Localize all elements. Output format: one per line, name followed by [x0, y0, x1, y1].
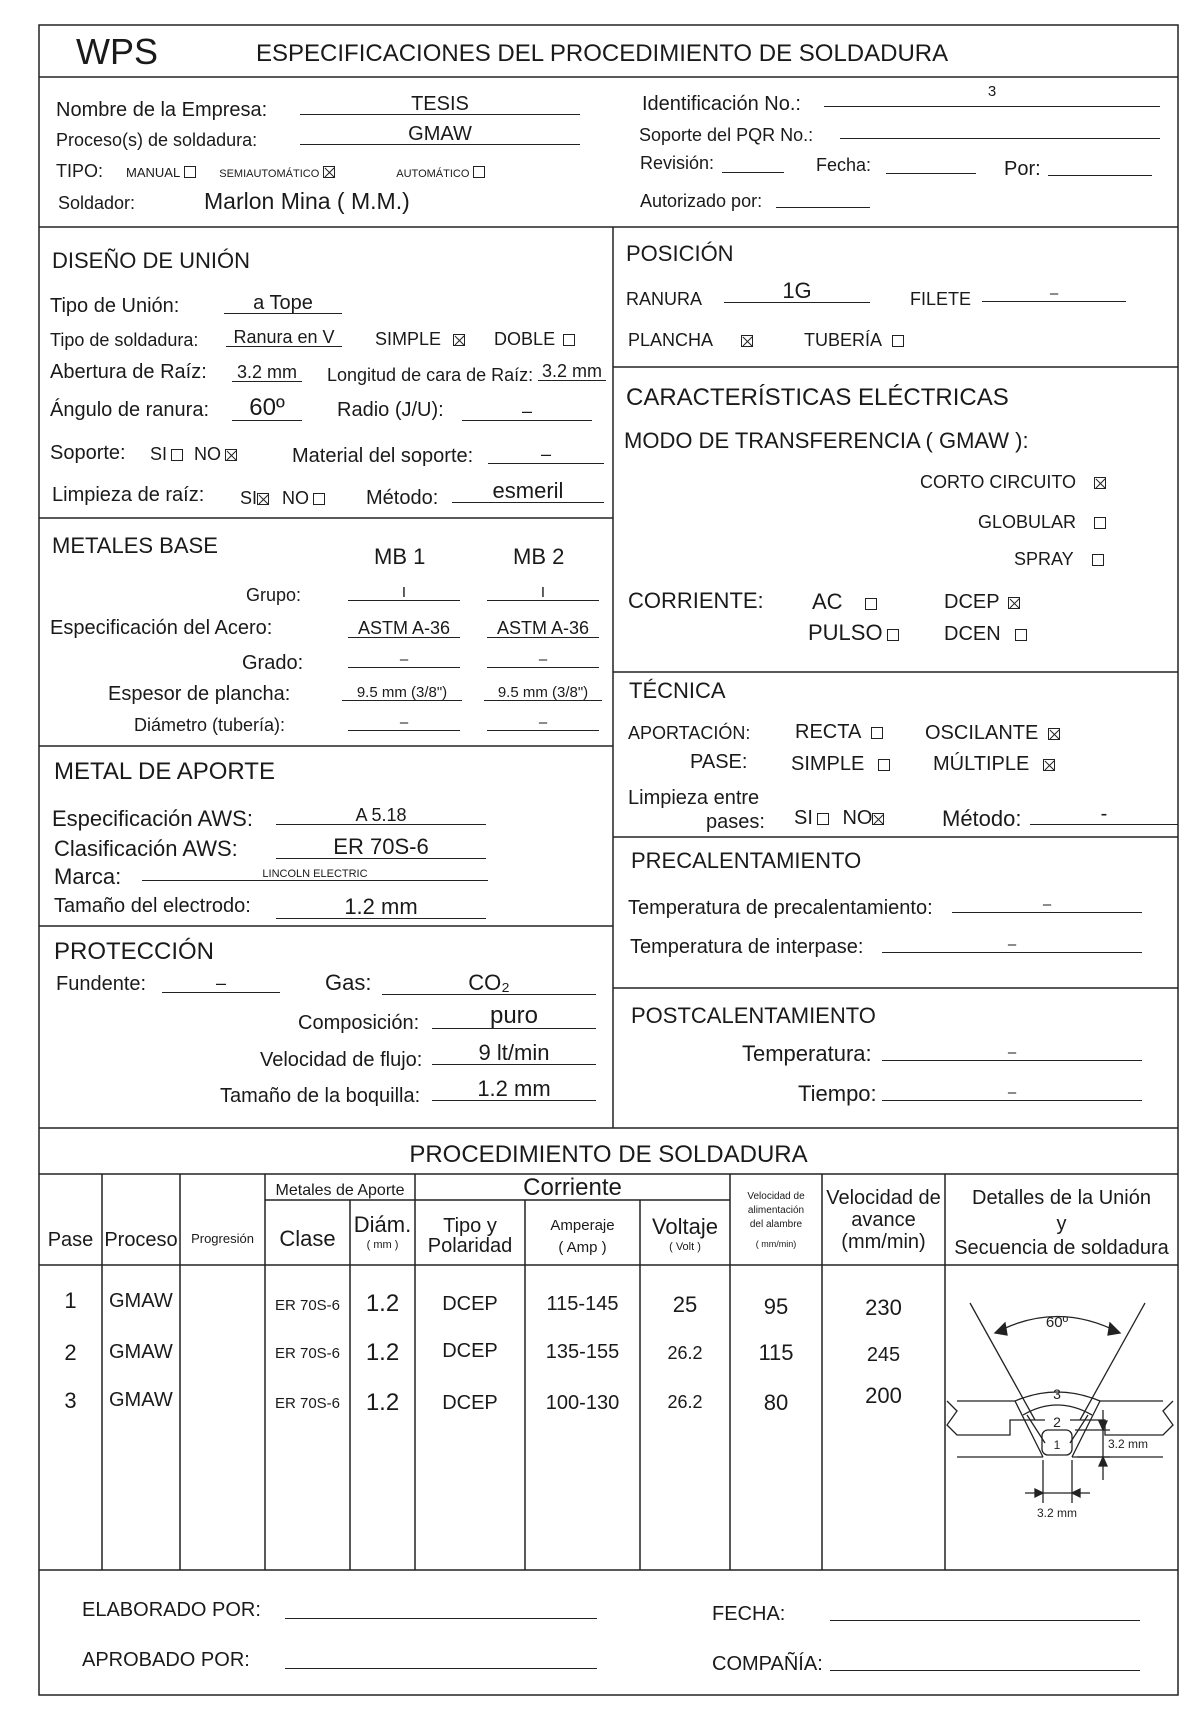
- col-detalles-2: y: [1056, 1213, 1067, 1235]
- empresa-label: Nombre de la Empresa:: [56, 99, 268, 121]
- precal-temp-field[interactable]: –: [952, 897, 1142, 913]
- compania-field[interactable]: [830, 1656, 1140, 1671]
- ac-label: AC: [812, 589, 843, 614]
- col-amperaje: Amperaje: [550, 1217, 615, 1234]
- gas-field[interactable]: CO₂: [382, 972, 596, 995]
- aporte-espec-label: Especificación AWS:: [52, 806, 253, 831]
- elaborado-label: ELABORADO POR:: [82, 1599, 261, 1621]
- espec-acero-label: Especificación del Acero:: [50, 617, 273, 639]
- espec2-field[interactable]: ASTM A-36: [487, 619, 599, 638]
- limpieza-no-label: NO: [282, 488, 310, 508]
- gas-label: Gas:: [325, 970, 372, 995]
- fundente-label: Fundente:: [56, 973, 147, 995]
- tipo-union-label: Tipo de Unión:: [50, 295, 180, 317]
- pase-simple-checkbox[interactable]: [878, 759, 890, 771]
- filete-label: FILETE: [910, 289, 972, 309]
- velocidad-flujo-label: Velocidad de flujo:: [260, 1049, 423, 1071]
- globular-row: [978, 513, 1106, 531]
- plancha-row: [628, 331, 904, 349]
- row-diam: 1.2: [365, 1339, 400, 1366]
- limpieza-si-checkbox[interactable]: [257, 493, 269, 505]
- soporte-label: Soporte:: [50, 442, 126, 464]
- row-diam: 1.2: [365, 1389, 400, 1416]
- tuberia-checkbox[interactable]: [892, 335, 904, 347]
- por-field[interactable]: [1048, 161, 1152, 176]
- limpieza-label: Limpieza de raíz:: [52, 484, 205, 506]
- diagram-angle: 60º: [1045, 1314, 1069, 1331]
- plancha-label: PLANCHA: [628, 330, 714, 350]
- soporte-options: [150, 445, 237, 463]
- pulso-row: [808, 622, 899, 644]
- soporte-no-checkbox[interactable]: [225, 449, 237, 461]
- col-voltaje: Voltaje: [651, 1214, 719, 1239]
- autorizado-label: Autorizado por:: [640, 191, 763, 211]
- modo-transferencia: MODO DE TRANSFERENCIA ( GMAW ):: [624, 428, 1029, 453]
- col-amperaje-unit: ( Amp ): [558, 1239, 607, 1256]
- spray-label: SPRAY: [1014, 549, 1074, 569]
- diseno-title: DISEÑO DE UNIÓN: [52, 248, 251, 273]
- row-vel: 95: [763, 1294, 789, 1319]
- form-title: ESPECIFICACIONES DEL PROCEDIMIENTO DE SOLDADURA: [256, 40, 949, 67]
- elaborado-field[interactable]: [285, 1604, 597, 1619]
- aporte-espec-field[interactable]: A 5.18: [276, 806, 486, 825]
- diagram-pass-1: 1: [1053, 1438, 1061, 1452]
- lp-no-label: NO: [842, 807, 873, 829]
- dcep-row: [944, 592, 1020, 612]
- limpieza-pases-options: [794, 808, 884, 828]
- clasif-field[interactable]: ER 70S-6: [276, 836, 486, 859]
- boquilla-label: Tamaño de la boquilla:: [220, 1085, 421, 1107]
- aprobado-field[interactable]: [285, 1654, 597, 1669]
- wps-code: WPS: [76, 31, 159, 72]
- col-vel-3: del alambre: [749, 1219, 803, 1230]
- espesor-label: Espesor de plancha:: [108, 683, 291, 705]
- aprobado-label: APROBADO POR:: [82, 1649, 250, 1671]
- precal-title: PRECALENTAMIENTO: [631, 848, 862, 873]
- dcen-row: [944, 624, 1027, 644]
- row-tipo: DCEP: [442, 1340, 498, 1362]
- row-clase: ER 70S-6: [274, 1395, 341, 1412]
- col-diam: Diám.: [353, 1212, 412, 1237]
- col-avance-3: (mm/min): [841, 1231, 926, 1253]
- lp-no-checkbox[interactable]: [872, 813, 884, 825]
- fecha-label: Fecha:: [816, 155, 872, 175]
- col-clase: Clase: [279, 1226, 336, 1251]
- row-pase: 3: [64, 1388, 77, 1413]
- radio-field[interactable]: –: [462, 402, 592, 421]
- soporte-si-label: SI: [150, 444, 168, 464]
- ac-row: [812, 591, 877, 613]
- col-avance-1: Velocidad de: [826, 1187, 941, 1209]
- row-avance: 230: [865, 1295, 902, 1320]
- tipo-union-field[interactable]: a Tope: [224, 293, 342, 314]
- tiempo-field[interactable]: –: [882, 1085, 1142, 1101]
- row-amp: 115-145: [546, 1293, 619, 1315]
- mb2-header: MB 2: [513, 544, 565, 569]
- tecnica-metodo-field[interactable]: -: [1030, 804, 1178, 825]
- tipo-label: TIPO:: [56, 161, 104, 181]
- longitud-label: Longitud de cara de Raíz:: [327, 365, 534, 385]
- tecnica-metodo-label: Método:: [942, 806, 1022, 831]
- row-avance: 245: [866, 1344, 901, 1366]
- row-volt: 26.2: [667, 1392, 703, 1412]
- row-clase: ER 70S-6: [274, 1345, 341, 1362]
- fecha-field[interactable]: [886, 159, 976, 174]
- oscilante-label: OSCILANTE: [925, 722, 1039, 744]
- diagram-dim-vertical: 3.2 mm: [1108, 1437, 1149, 1451]
- limpieza-no-checkbox[interactable]: [313, 493, 325, 505]
- radio-label: Radio (J/U):: [337, 399, 444, 421]
- row-clase: ER 70S-6: [274, 1297, 341, 1314]
- doble-label: DOBLE: [494, 329, 556, 349]
- limpieza-options: [240, 489, 325, 507]
- recta-checkbox[interactable]: [871, 727, 883, 739]
- manual-checkbox[interactable]: [184, 166, 196, 178]
- ac-checkbox[interactable]: [865, 598, 877, 610]
- lp-si-label: SI: [794, 807, 813, 829]
- pqr-field[interactable]: [840, 124, 1160, 139]
- spray-row: [1014, 550, 1104, 568]
- pulso-checkbox[interactable]: [887, 629, 899, 641]
- col-metales: Metales de Aporte: [275, 1182, 405, 1199]
- interpase-label: Temperatura de interpase:: [630, 936, 864, 958]
- tipo-soldadura-field[interactable]: Ranura en V: [226, 328, 342, 347]
- autorizado-field[interactable]: [776, 193, 870, 208]
- marca-field[interactable]: LINCOLN ELECTRIC: [142, 869, 488, 881]
- fundente-field[interactable]: –: [162, 974, 280, 993]
- multiple-checkbox[interactable]: [1043, 759, 1055, 771]
- grado-label: Grado:: [242, 652, 304, 674]
- postcal-temp-label: Temperatura:: [742, 1041, 872, 1066]
- row-proceso: GMAW: [109, 1341, 173, 1363]
- col-avance-2: avance: [851, 1209, 916, 1231]
- metodo-field[interactable]: esmeril: [452, 480, 604, 503]
- espesor1-field[interactable]: 9.5 mm (3/8"): [342, 685, 462, 701]
- row-vel: 80: [763, 1390, 789, 1415]
- corto-label: CORTO CIRCUITO: [920, 472, 1077, 492]
- plancha-checkbox[interactable]: [741, 335, 753, 347]
- soporte-no-label: NO: [194, 444, 222, 464]
- clasif-label: Clasificación AWS:: [54, 836, 238, 861]
- grupo-label: Grupo:: [246, 585, 302, 605]
- col-polaridad: Polaridad: [427, 1235, 513, 1257]
- grado2-field[interactable]: –: [487, 652, 599, 668]
- corto-checkbox[interactable]: [1094, 477, 1106, 489]
- angulo-label: Ángulo de ranura:: [50, 399, 210, 421]
- material-field[interactable]: –: [488, 445, 604, 464]
- metodo-label: Método:: [366, 487, 439, 509]
- row-pase: 2: [64, 1340, 77, 1365]
- joint-detail-diagram: [945, 1265, 1178, 1570]
- velocidad-flujo-field[interactable]: 9 lt/min: [432, 1042, 596, 1065]
- globular-label: GLOBULAR: [978, 512, 1077, 532]
- semi-checkbox[interactable]: [323, 166, 335, 178]
- col-voltaje-unit: ( Volt ): [669, 1241, 701, 1253]
- row-volt: 26.2: [667, 1343, 703, 1363]
- compania-label: COMPAÑÍA:: [712, 1653, 823, 1675]
- dcen-checkbox[interactable]: [1015, 629, 1027, 641]
- interpase-field[interactable]: –: [882, 937, 1142, 953]
- aportacion-label: APORTACIÓN:: [628, 723, 751, 743]
- pqr-label: Soporte del PQR No.:: [639, 125, 814, 145]
- lp-si-checkbox[interactable]: [817, 813, 829, 825]
- limpieza-entre-label: Limpieza entre: [628, 787, 760, 809]
- col-progresion: Progresión: [191, 1231, 254, 1246]
- material-label: Material del soporte:: [292, 445, 474, 467]
- dcep-label: DCEP: [944, 591, 1000, 613]
- auto-label: AUTOMÁTICO: [396, 168, 470, 180]
- col-vel-unit: ( mm/min): [755, 1239, 797, 1249]
- globular-checkbox[interactable]: [1094, 517, 1106, 529]
- simple-checkbox[interactable]: [453, 334, 465, 346]
- row-tipo: DCEP: [442, 1392, 498, 1414]
- row-avance: 200: [865, 1383, 902, 1408]
- composicion-field[interactable]: puro: [432, 1004, 596, 1029]
- col-pase: Pase: [47, 1229, 94, 1251]
- mb1-header: MB 1: [374, 544, 426, 569]
- row-diam: 1.2: [365, 1290, 400, 1317]
- por-label: Por:: [1004, 158, 1041, 180]
- row-amp: 100-130: [545, 1392, 620, 1414]
- soldador-value: Marlon Mina ( M.M.): [204, 188, 410, 214]
- revision-label: Revisión:: [640, 153, 715, 173]
- pase-label: PASE:: [690, 751, 748, 773]
- electricas-title: CARACTERÍSTICAS ELÉCTRICAS: [626, 384, 1009, 411]
- spray-checkbox[interactable]: [1092, 554, 1104, 566]
- fecha-footer-field[interactable]: [830, 1606, 1140, 1621]
- tamano-label: Tamaño del electrodo:: [54, 895, 251, 917]
- grado1-field[interactable]: –: [348, 652, 460, 668]
- pulso-label: PULSO: [808, 620, 883, 645]
- limpieza-si-label: SI: [240, 488, 258, 508]
- tecnica-title: TÉCNICA: [629, 678, 726, 703]
- soldador-label: Soldador:: [58, 193, 136, 213]
- postcal-temp-field[interactable]: –: [882, 1045, 1142, 1061]
- pase-simple-row: [791, 754, 890, 774]
- grupo1-field[interactable]: I: [348, 585, 460, 601]
- aporte-title: METAL DE APORTE: [54, 758, 275, 785]
- row-proceso: GMAW: [109, 1290, 173, 1312]
- recta-row: [795, 722, 883, 742]
- grupo2-field[interactable]: I: [487, 585, 599, 601]
- doble-checkbox[interactable]: [563, 334, 575, 346]
- posicion-title: POSICIÓN: [626, 241, 734, 266]
- dcen-label: DCEN: [944, 623, 1001, 645]
- multiple-row: [933, 754, 1055, 774]
- oscilante-checkbox[interactable]: [1048, 728, 1060, 740]
- auto-checkbox[interactable]: [473, 166, 485, 178]
- diagram-pass-3: 3: [1053, 1386, 1061, 1402]
- dcep-checkbox[interactable]: [1008, 597, 1020, 609]
- proceso-label: Proceso(s) de soldadura:: [56, 130, 258, 150]
- simple-doble-row: [375, 330, 575, 348]
- composicion-label: Composición:: [298, 1012, 420, 1034]
- diametro1-field[interactable]: –: [348, 715, 460, 731]
- pases-label: pases:: [706, 811, 765, 833]
- col-vel-1: Velocidad de: [747, 1191, 805, 1202]
- angulo-field[interactable]: 60º: [232, 396, 302, 421]
- semi-label: SEMIAUTOMÁTICO: [219, 168, 320, 180]
- proceso-field[interactable]: GMAW: [300, 124, 580, 145]
- manual-label: MANUAL: [126, 165, 181, 180]
- row-amp: 135-155: [545, 1341, 620, 1363]
- diagram-pass-2: 2: [1053, 1414, 1061, 1430]
- diagram-dim-horizontal: 3.2 mm: [1036, 1506, 1078, 1520]
- ident-field[interactable]: 3: [824, 86, 1160, 107]
- fecha-footer-label: FECHA:: [712, 1603, 786, 1625]
- revision-field[interactable]: [722, 158, 784, 173]
- filete-field[interactable]: –: [982, 286, 1126, 302]
- tamano-field[interactable]: 1.2 mm: [276, 896, 486, 919]
- diametro2-field[interactable]: –: [487, 715, 599, 731]
- recta-label: RECTA: [795, 721, 862, 743]
- simple-label: SIMPLE: [375, 329, 442, 349]
- col-diam-unit: ( mm ): [366, 1239, 399, 1251]
- postcal-title: POSTCALENTAMIENTO: [631, 1003, 876, 1028]
- tuberia-label: TUBERÍA: [804, 330, 883, 350]
- oscilante-row: [925, 723, 1060, 743]
- metales-base-title: METALES BASE: [52, 533, 218, 558]
- ident-label: Identificación No.:: [642, 93, 801, 115]
- precal-temp-label: Temperatura de precalentamiento:: [628, 897, 933, 919]
- diametro-label: Diámetro (tubería):: [134, 715, 286, 735]
- abertura-label: Abertura de Raíz:: [50, 361, 207, 383]
- row-tipo: DCEP: [442, 1293, 498, 1315]
- empresa-field[interactable]: TESIS: [300, 94, 580, 115]
- tiempo-label: Tiempo:: [798, 1081, 877, 1106]
- tipo-soldadura-label: Tipo de soldadura:: [50, 330, 199, 350]
- procedimiento-title: PROCEDIMIENTO DE SOLDADURA: [409, 1141, 808, 1168]
- abertura-field[interactable]: 3.2 mm: [232, 363, 302, 382]
- corriente-label: CORRIENTE:: [628, 588, 764, 613]
- ranura-field[interactable]: 1G: [724, 280, 870, 303]
- row-vel: 115: [758, 1340, 794, 1365]
- col-tipo: Tipo y: [443, 1215, 497, 1237]
- row-volt: 25: [672, 1292, 698, 1317]
- corto-row: [920, 473, 1106, 491]
- col-proceso: Proceso: [104, 1229, 178, 1251]
- espesor2-field[interactable]: 9.5 mm (3/8"): [484, 685, 602, 701]
- col-corriente: Corriente: [523, 1174, 622, 1201]
- proteccion-title: PROTECCIÓN: [54, 938, 215, 965]
- soporte-si-checkbox[interactable]: [171, 449, 183, 461]
- longitud-field[interactable]: 3.2 mm: [538, 362, 606, 381]
- tipo-row: [56, 162, 485, 180]
- col-detalles-1: Detalles de la Unión: [972, 1187, 1151, 1209]
- ranura-label: RANURA: [626, 289, 703, 309]
- row-pase: 1: [64, 1288, 77, 1313]
- marca-label: Marca:: [54, 864, 122, 889]
- col-vel-2: alimentación: [747, 1205, 805, 1216]
- boquilla-field[interactable]: 1.2 mm: [432, 1078, 596, 1101]
- row-proceso: GMAW: [109, 1389, 173, 1411]
- multiple-label: MÚLTIPLE: [933, 753, 1030, 775]
- col-detalles-3: Secuencia de soldadura: [954, 1237, 1169, 1259]
- espec1-field[interactable]: ASTM A-36: [348, 619, 460, 638]
- pase-simple-label: SIMPLE: [791, 753, 865, 775]
